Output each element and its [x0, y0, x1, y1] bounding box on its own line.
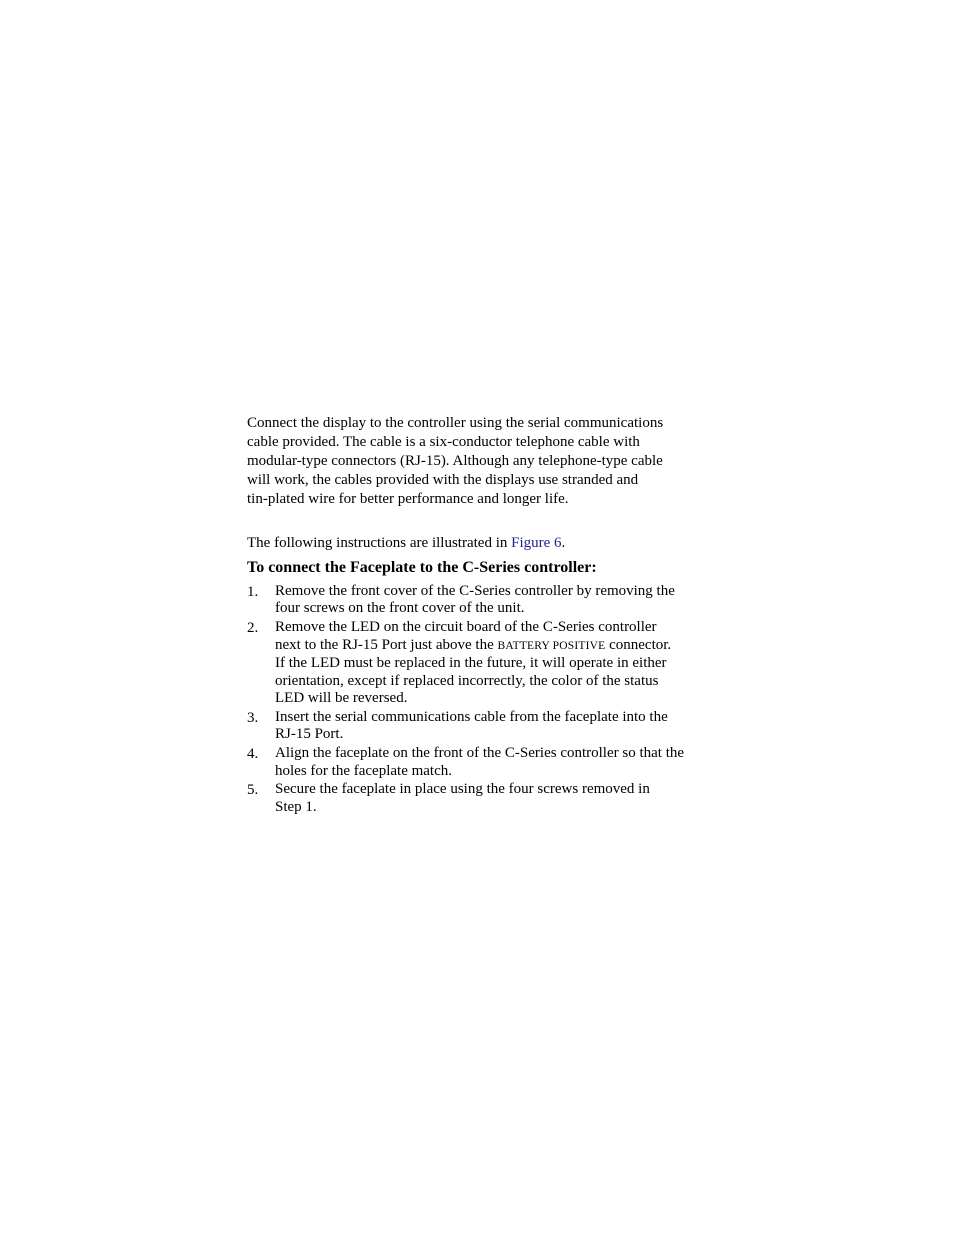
step-text-line: Insert the serial communications cable from the faceplate into the — [275, 708, 668, 725]
step-text-line: If the LED must be replaced in the future, it will operate in either — [275, 655, 667, 672]
step-text-suffix: connector. — [605, 636, 672, 653]
intro-line: tin-plated wire for better performance and longer life. — [247, 491, 569, 507]
step-text-prefix: next to the RJ-15 Port just above the — [275, 636, 498, 653]
step-text-line: RJ-15 Port. — [275, 726, 344, 743]
intro-paragraph — [247, 414, 699, 509]
step-number: 5. — [247, 782, 259, 799]
step-text-line: Remove the front cover of the C-Series controller by removing the — [275, 583, 675, 599]
step-text-line: LED will be reversed. — [275, 689, 408, 706]
step-item — [247, 709, 699, 744]
step-text-line: Remove the LED on the circuit board of the C-Series controller — [275, 619, 657, 636]
document-body — [247, 414, 699, 818]
step-text-line: Step 1. — [275, 798, 317, 815]
step-number: 1. — [247, 584, 259, 600]
step-item — [247, 619, 699, 707]
step-text-line: holes for the faceplate match. — [275, 762, 452, 779]
reference-suffix: . — [561, 535, 566, 551]
intro-line: will work, the cables provided with the displays use stranded and — [247, 472, 639, 488]
reference-prefix: The following instructions are illustrated in — [247, 535, 512, 551]
battery-positive-label: BATTERY POSITIVE — [497, 639, 606, 652]
step-item — [247, 781, 699, 816]
step-number: 4. — [247, 746, 259, 763]
step-number: 3. — [247, 709, 259, 726]
step-text-line: Secure the faceplate in place using the four screws removed in — [275, 781, 650, 798]
intro-line: Connect the display to the controller using the serial communications — [247, 415, 664, 431]
step-item — [247, 583, 699, 618]
intro-line: modular-type connectors (RJ-15). Although any telephone-type cable — [247, 453, 663, 469]
step-text-line: orientation, except if replaced incorrectly, the color of the status — [275, 672, 659, 689]
procedure-heading: To connect the Faceplate to the C-Series controller: — [247, 559, 597, 576]
step-item — [247, 745, 699, 780]
step-text-line: Align the faceplate on the front of the C-Series controller so that the — [275, 745, 685, 762]
figure-reference-paragraph — [247, 534, 699, 553]
procedure-steps — [247, 583, 699, 816]
intro-line: cable provided. The cable is a six-conductor telephone cable with — [247, 434, 640, 450]
step-number: 2. — [247, 620, 259, 637]
step-text-line: four screws on the front cover of the unit. — [275, 600, 525, 617]
step-text-line — [275, 637, 699, 655]
figure-6-link[interactable]: Figure 6 — [511, 535, 562, 551]
